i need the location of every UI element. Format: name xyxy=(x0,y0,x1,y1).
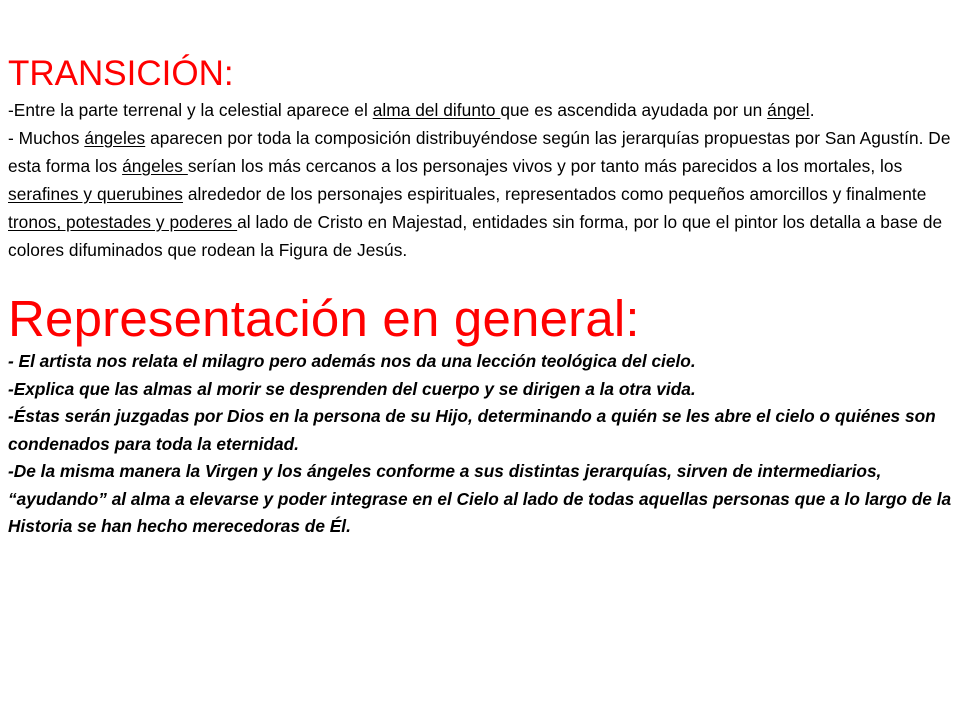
representacion-line-3: -Éstas serán juzgadas por Dios en la persona de su Hijo, determinando a quién se les abre el cielo o quiénes son condenados para toda la eternidad. xyxy=(8,406,936,454)
representacion-line-2: -Explica que las almas al morir se desprenden del cuerpo y se dirigen a la otra vida. xyxy=(8,378,696,399)
text-run: serían los más cercanos a los personajes vivos y por tanto más parecidos a los mortales, los xyxy=(187,156,903,176)
text-run: que es ascendida ayudada por un xyxy=(500,100,768,120)
text-run: - Muchos xyxy=(8,128,85,148)
text-run: al lado de Cristo en Majestad, entidades sin forma, por lo que el pintor los detalla a base de colores difuminados que rodean la Figura de Jesús. xyxy=(8,212,943,260)
text-run: alrededor de los personajes espirituales, representados como pequeños amorcillos y finalmente xyxy=(182,184,927,204)
transicion-title: TRANSICIÓN: xyxy=(8,54,234,93)
underlined-term: ángeles xyxy=(84,128,146,148)
text-run: aparecen por toda la composición distribuyéndose según las jerarquías propuestas por San Agustín. De esta forma los xyxy=(8,128,951,176)
text-run: . xyxy=(809,100,815,120)
underlined-term: tronos, potestades y poderes xyxy=(8,212,238,232)
representacion-line-4: -De la misma manera la Virgen y los ángeles conforme a sus distintas jerarquías, sirven de intermediarios, “ayudando” al alma a elevarse y poder integrase en el Cielo al lado de todas aquellas personas que a lo largo de la Historia se han hecho merecedoras de Él. xyxy=(8,461,952,536)
underlined-term: serafines y querubines xyxy=(8,184,183,204)
underlined-term: alma del difunto xyxy=(372,100,501,120)
underlined-term: ángel xyxy=(767,100,810,120)
text-run: -Entre la parte terrenal y la celestial aparece el xyxy=(8,100,373,120)
representacion-line-1: - El artista nos relata el milagro pero además nos da una lección teológica del cielo. xyxy=(8,351,696,371)
representacion-title: Representación en general: xyxy=(8,290,640,347)
transicion-paragraph-1 xyxy=(8,96,952,124)
underlined-term: ángeles xyxy=(122,156,188,176)
slide-content xyxy=(8,52,952,541)
transicion-paragraph-2 xyxy=(8,124,952,264)
